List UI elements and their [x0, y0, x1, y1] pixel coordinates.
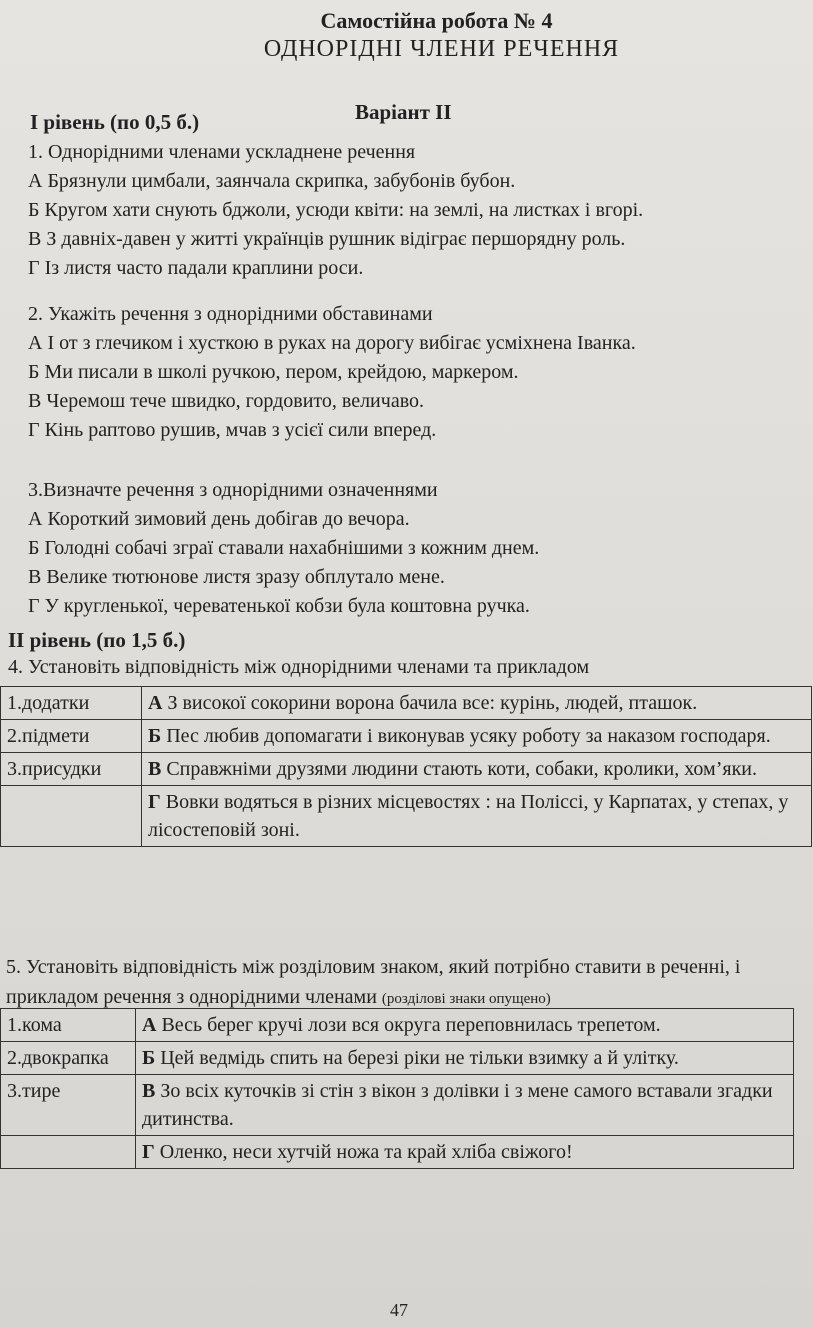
question-4-table: [0, 686, 812, 847]
option-letter: Г: [142, 1141, 155, 1163]
question-4-prompt: 4. Установіть відповідність між однорідними членами та прикладом: [8, 656, 590, 678]
option-text: Оленко, неси хутчій ножа та край хліба свіжого!: [159, 1141, 573, 1163]
option: Б Ми писали в школі ручкою, пером, крейдою, маркером.: [28, 361, 519, 383]
option-text: Справжніми друзями людини стають коти, собаки, кролики, хом’яки.: [166, 758, 757, 780]
option: Б Голодні собачі зграї ставали нахабнішими з кожним днем.: [28, 537, 540, 559]
level1-heading: І рівень (по 0,5 б.): [30, 110, 200, 134]
question-5-prompt: [6, 952, 806, 1014]
option: А Брязнули цимбали, заянчала скрипка, забубонів бубон.: [28, 170, 516, 192]
question-5-text: 5. Установіть відповідність між розділовим знаком, який потрібно ставити в реченні, і прикладом речення з однорідними членами: [6, 956, 741, 1008]
table-cell-left: [1, 1136, 136, 1169]
table-cell-left: 3.присудки: [1, 753, 142, 786]
option-letter: В: [142, 1080, 156, 1102]
page-title: Самостійна робота № 4: [320, 8, 553, 33]
question-5-table: [0, 1008, 794, 1169]
table-row: [1, 1009, 794, 1042]
option-letter: А: [148, 692, 163, 714]
table-cell-left: 3.тире: [1, 1075, 136, 1136]
option: Г Кінь раптово рушив, мчав з усієї сили вперед.: [28, 419, 437, 441]
table-cell-left: [1, 786, 142, 847]
table-row: [1, 1075, 794, 1136]
question-prompt: 2. Укажіть речення з однорідними обставинами: [28, 303, 433, 325]
option-letter: Г: [148, 791, 161, 813]
page-subtitle: ОДНОРІДНІ ЧЛЕНИ РЕЧЕННЯ: [263, 36, 620, 62]
option-text: Весь берег кручі лози вся округа переповнилась трепетом.: [161, 1014, 661, 1036]
table-row: [1, 687, 812, 720]
table-cell-right: [142, 687, 812, 720]
question-3: [28, 476, 798, 621]
table-cell-left: 1.додатки: [1, 687, 142, 720]
table-cell-right: [136, 1136, 794, 1169]
table-cell-right: [142, 720, 812, 753]
table-cell-right: [136, 1075, 794, 1136]
table-row: [1, 1042, 794, 1075]
option: Б Кругом хати снують бджоли, усюди квіти: на землі, на листках і вгорі.: [28, 199, 644, 221]
option-text: Пес любив допомагати і виконував усяку роботу за наказом господаря.: [166, 725, 771, 747]
option: В Черемош тече швидко, гордовито, величаво.: [28, 390, 424, 412]
variant-label: Варіант II: [355, 100, 452, 124]
question-2: [28, 300, 798, 445]
table-cell-left: 2.підмети: [1, 720, 142, 753]
option-letter: Б: [142, 1047, 156, 1069]
table-cell-right: [142, 786, 812, 847]
option-text: Цей ведмідь спить на березі ріки не тільки взимку а й улітку.: [160, 1047, 679, 1069]
table-row: [1, 1136, 794, 1169]
table-row: [1, 720, 812, 753]
header: [0, 8, 813, 63]
table-row: [1, 753, 812, 786]
table-cell-left: 2.двокрапка: [1, 1042, 136, 1075]
question-1: [28, 138, 798, 283]
option-letter: А: [142, 1014, 157, 1036]
option-letter: В: [148, 758, 162, 780]
option-text: Зо всіх куточків зі стін з вікон з долівки і з мене самого вставали згадки дитинства.: [142, 1080, 773, 1130]
question-5-note: (розділові знаки опущено): [381, 991, 551, 1007]
table-cell-left: 1.кома: [1, 1009, 136, 1042]
table-cell-right: [136, 1009, 794, 1042]
table-cell-right: [142, 753, 812, 786]
page-number: 47: [390, 1300, 408, 1320]
level2-heading: ІІ рівень (по 1,5 б.): [8, 628, 186, 652]
table-cell-right: [136, 1042, 794, 1075]
option: В З давніх-давен у житті українців рушник відіграє першорядну роль.: [28, 228, 626, 250]
question-prompt: 1. Однорідними членами ускладнене речення: [28, 141, 416, 163]
question-prompt: 3.Визначте речення з однорідними означеннями: [28, 479, 438, 501]
option: В Велике тютюнове листя зразу обплутало мене.: [28, 566, 445, 588]
option: Г Із листя часто падали краплини роси.: [28, 257, 364, 279]
option: А І от з глечиком і хусткою в руках на дорогу вибігає усміхнена Іванка.: [28, 332, 636, 354]
option: Г У кругленької, череватенької кобзи була коштовна ручка.: [28, 595, 530, 617]
option-letter: Б: [148, 725, 162, 747]
option: А Короткий зимовий день добігав до вечора.: [28, 508, 410, 530]
option-text: З високої сокорини ворона бачила все: курінь, людей, пташок.: [167, 692, 698, 714]
option-text: Вовки водяться в різних місцевостях : на Поліссі, у Карпатах, у степах, у лісостеповій зоні.: [148, 791, 789, 841]
table-row: [1, 786, 812, 847]
